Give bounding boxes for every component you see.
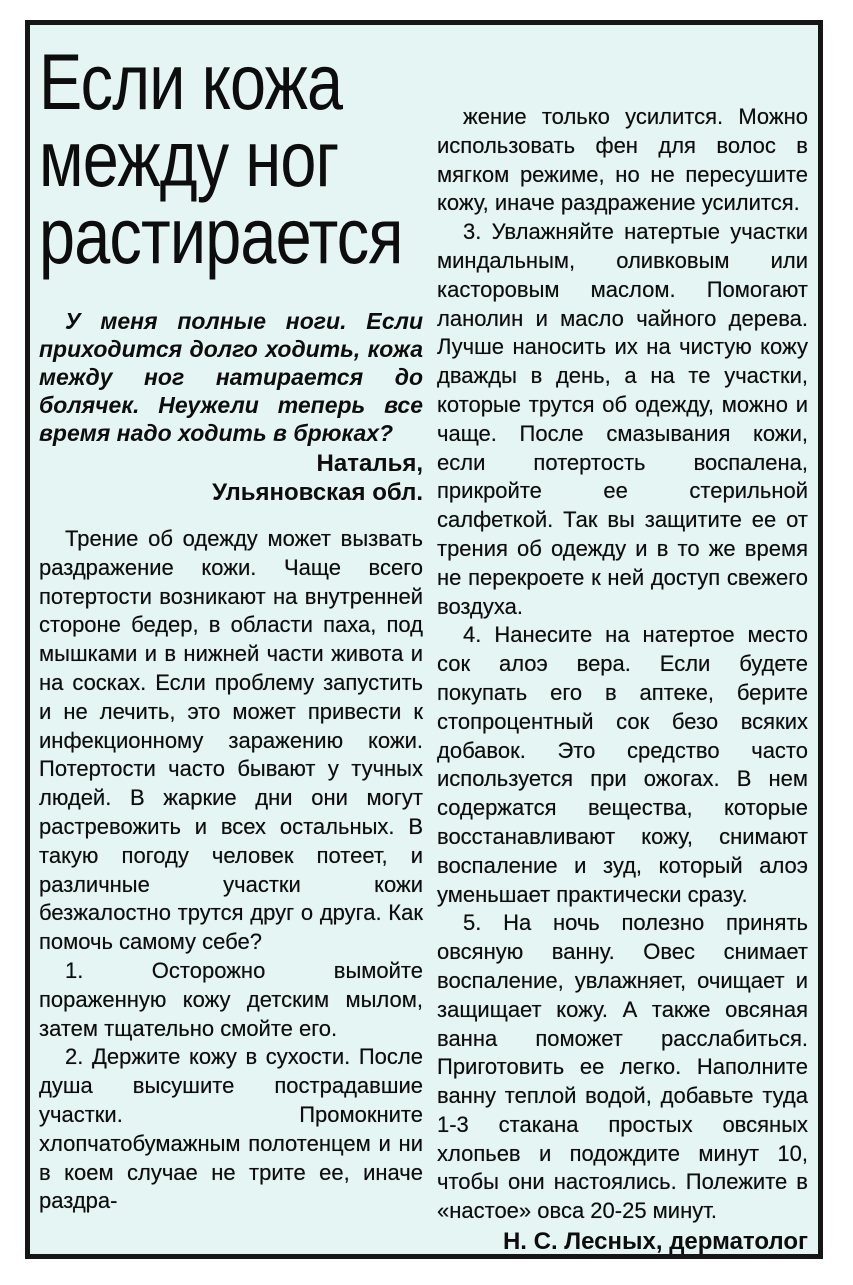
paragraph-tip-3: 3. Увлажняйте натертые участки миндальным, оливковым или касторовым маслом. Помогают ланолин и масло чайного дерева. Лучше наносить их на чистую кожу дважды в день, а на те участки, которые трутся об одежду, можно и чаще. После смазывания кожи, если потертость воспалена, прикройте ее стерильной салфеткой. Так вы защитите ее от трения об одежду и в то же время не перекроете к ней доступ свежего воздуха.: [437, 219, 808, 619]
title-line-2: между ног: [39, 114, 339, 203]
author-signature: Н. С. Лесных, дерматолог: [502, 1228, 808, 1256]
paragraph-intro: Трение об одежду может вызвать раздражение кожи. Чаще всего потертости возникают на внутренней стороне бедер, в области паха, под мышками и в нижней части живота и на сосках. Если проблему запустить и не лечить, это может привести к инфекционному заражению кожи. Потертости часто бывают у тучных людей. В жаркие дни они могут растревожить и всех остальных. В такую погоду человек потеет, и различные участки кожи безжалостно трутся друг о друга. Как помочь самому себе?: [39, 526, 423, 955]
reader-question-text: У меня полные ноги. Если приходится долго ходить, кожа между ног натирается до болячек. Неужели теперь все время надо ходить в брюках?: [39, 308, 423, 446]
left-column: [39, 29, 423, 1244]
paragraph-tip-2-continued: жение только усилится. Можно использовать фен для волос в мягком режиме, но не пересушите кожу, иначе раздражение усилится.: [437, 104, 808, 216]
reader-question: [39, 307, 423, 447]
left-column-body: [39, 525, 423, 1216]
right-column-body: [437, 103, 808, 1226]
article-card: [25, 20, 823, 1259]
title-line-3: растирается: [39, 191, 403, 280]
paragraph-tip-5: 5. На ночь полезно принять овсяную ванну. Овес снимает воспаление, увлажняет, очищает и защищает кожу. А также овсяная ванна поможет расслабиться. Приготовить ее легко. Наполните ванну теплой водой, добавьте туда 1-3 стакана простых овсяных хлопьев и подождите минут 10, чтобы они настоялись. Полежите в «настое» овса 20-25 минут.: [437, 910, 808, 1224]
article-title: [39, 37, 423, 280]
question-signature-region: Ульяновская обл.: [212, 479, 423, 506]
question-signature: [39, 449, 423, 507]
question-signature-name: Наталья,: [316, 450, 423, 477]
title-line-1: Если кожа: [39, 37, 343, 126]
paragraph-tip-2: 2. Держите кожу в сухости. После душа высушите пострадавшие участки. Промокните хлопчатобумажным полотенцем и ни в коем случае не трите ее, иначе раздра-: [39, 1044, 423, 1214]
right-column: [437, 29, 808, 1256]
paragraph-tip-4: 4. Нанесите на натертое место сок алоэ вера. Если будете покупать его в аптеке, берите стопроцентный сок безо всяких добавок. Это средство часто используется при ожогах. В нем содержатся вещества, которые восстанавливают кожу, снимают воспаление и зуд, который алоэ уменьшает практически сразу.: [437, 622, 808, 907]
paragraph-tip-1: 1. Осторожно вымойте пораженную кожу детским мылом, затем тщательно смойте его.: [39, 957, 423, 1041]
